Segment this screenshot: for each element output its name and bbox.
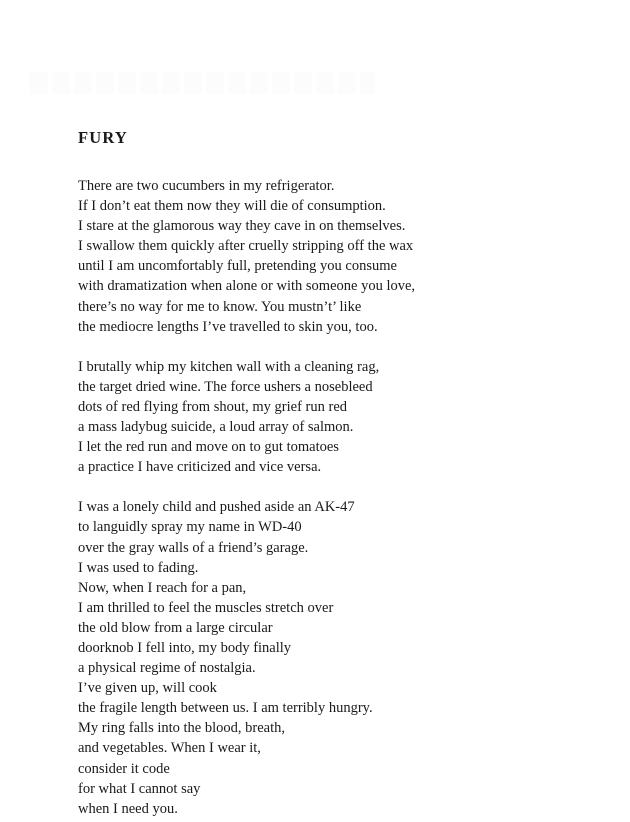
- faded-header-artifact: [30, 72, 375, 94]
- poem-line: My ring falls into the blood, breath,: [78, 720, 285, 737]
- poem-line: a physical regime of nostalgia.: [78, 660, 256, 677]
- poem-line: to languidly spray my name in WD-40: [78, 519, 302, 536]
- poem-line: I am thrilled to feel the muscles stretch over: [78, 599, 334, 616]
- poem-line: I was a lonely child and pushed aside an AK-47: [78, 499, 355, 516]
- poem-line: a practice I have criticized and vice versa.: [78, 459, 322, 476]
- poem-line: I brutally whip my kitchen wall with a cleaning rag,: [78, 358, 380, 375]
- stanza-3: [78, 497, 598, 819]
- poem-line: I swallow them quickly after cruelly stripping off the wax: [78, 238, 414, 255]
- poem-line: the target dried wine. The force ushers a nosebleed: [78, 378, 373, 395]
- poem-line: I was used to fading.: [78, 559, 199, 576]
- poem-line: the old blow from a large circular: [78, 619, 273, 636]
- poem-line: over the gray walls of a friend’s garage.: [78, 539, 309, 556]
- stanza-2: [78, 357, 598, 478]
- poem-line: I’ve given up, will cook: [78, 680, 217, 697]
- poem-line: for what I cannot say: [78, 780, 201, 797]
- poem-line: until I am uncomfortably full, pretending you consume: [78, 258, 397, 275]
- poem-line: with dramatization when alone or with someone you love,: [78, 278, 416, 295]
- poem-line: the mediocre lengths I’ve travelled to skin you, too.: [78, 318, 378, 335]
- stanza-1: [78, 176, 598, 337]
- poem-line: there’s no way for me to know. You mustn’t’ like: [78, 298, 362, 315]
- poem-line: when I need you.: [78, 800, 178, 817]
- poem-line: There are two cucumbers in my refrigerator.: [78, 178, 335, 194]
- poem-line: dots of red flying from shout, my grief run red: [78, 398, 348, 415]
- poem-line: the fragile length between us. I am terribly hungry.: [78, 700, 373, 717]
- poem-line: I let the red run and move on to gut tomatoes: [78, 439, 339, 456]
- poem-line: doorknob I fell into, my body finally: [78, 639, 292, 656]
- poem-line: Now, when I reach for a pan,: [78, 579, 247, 596]
- poem-line: and vegetables. When I wear it,: [78, 740, 261, 757]
- poem-line: consider it code: [78, 760, 170, 777]
- poem-title: FURY: [78, 128, 129, 147]
- poem-body: [78, 176, 598, 819]
- poem-line: a mass ladybug suicide, a loud array of salmon.: [78, 419, 354, 436]
- poem-line: If I don’t eat them now they will die of consumption.: [78, 198, 386, 215]
- poem-line: I stare at the glamorous way they cave in on themselves.: [78, 218, 406, 235]
